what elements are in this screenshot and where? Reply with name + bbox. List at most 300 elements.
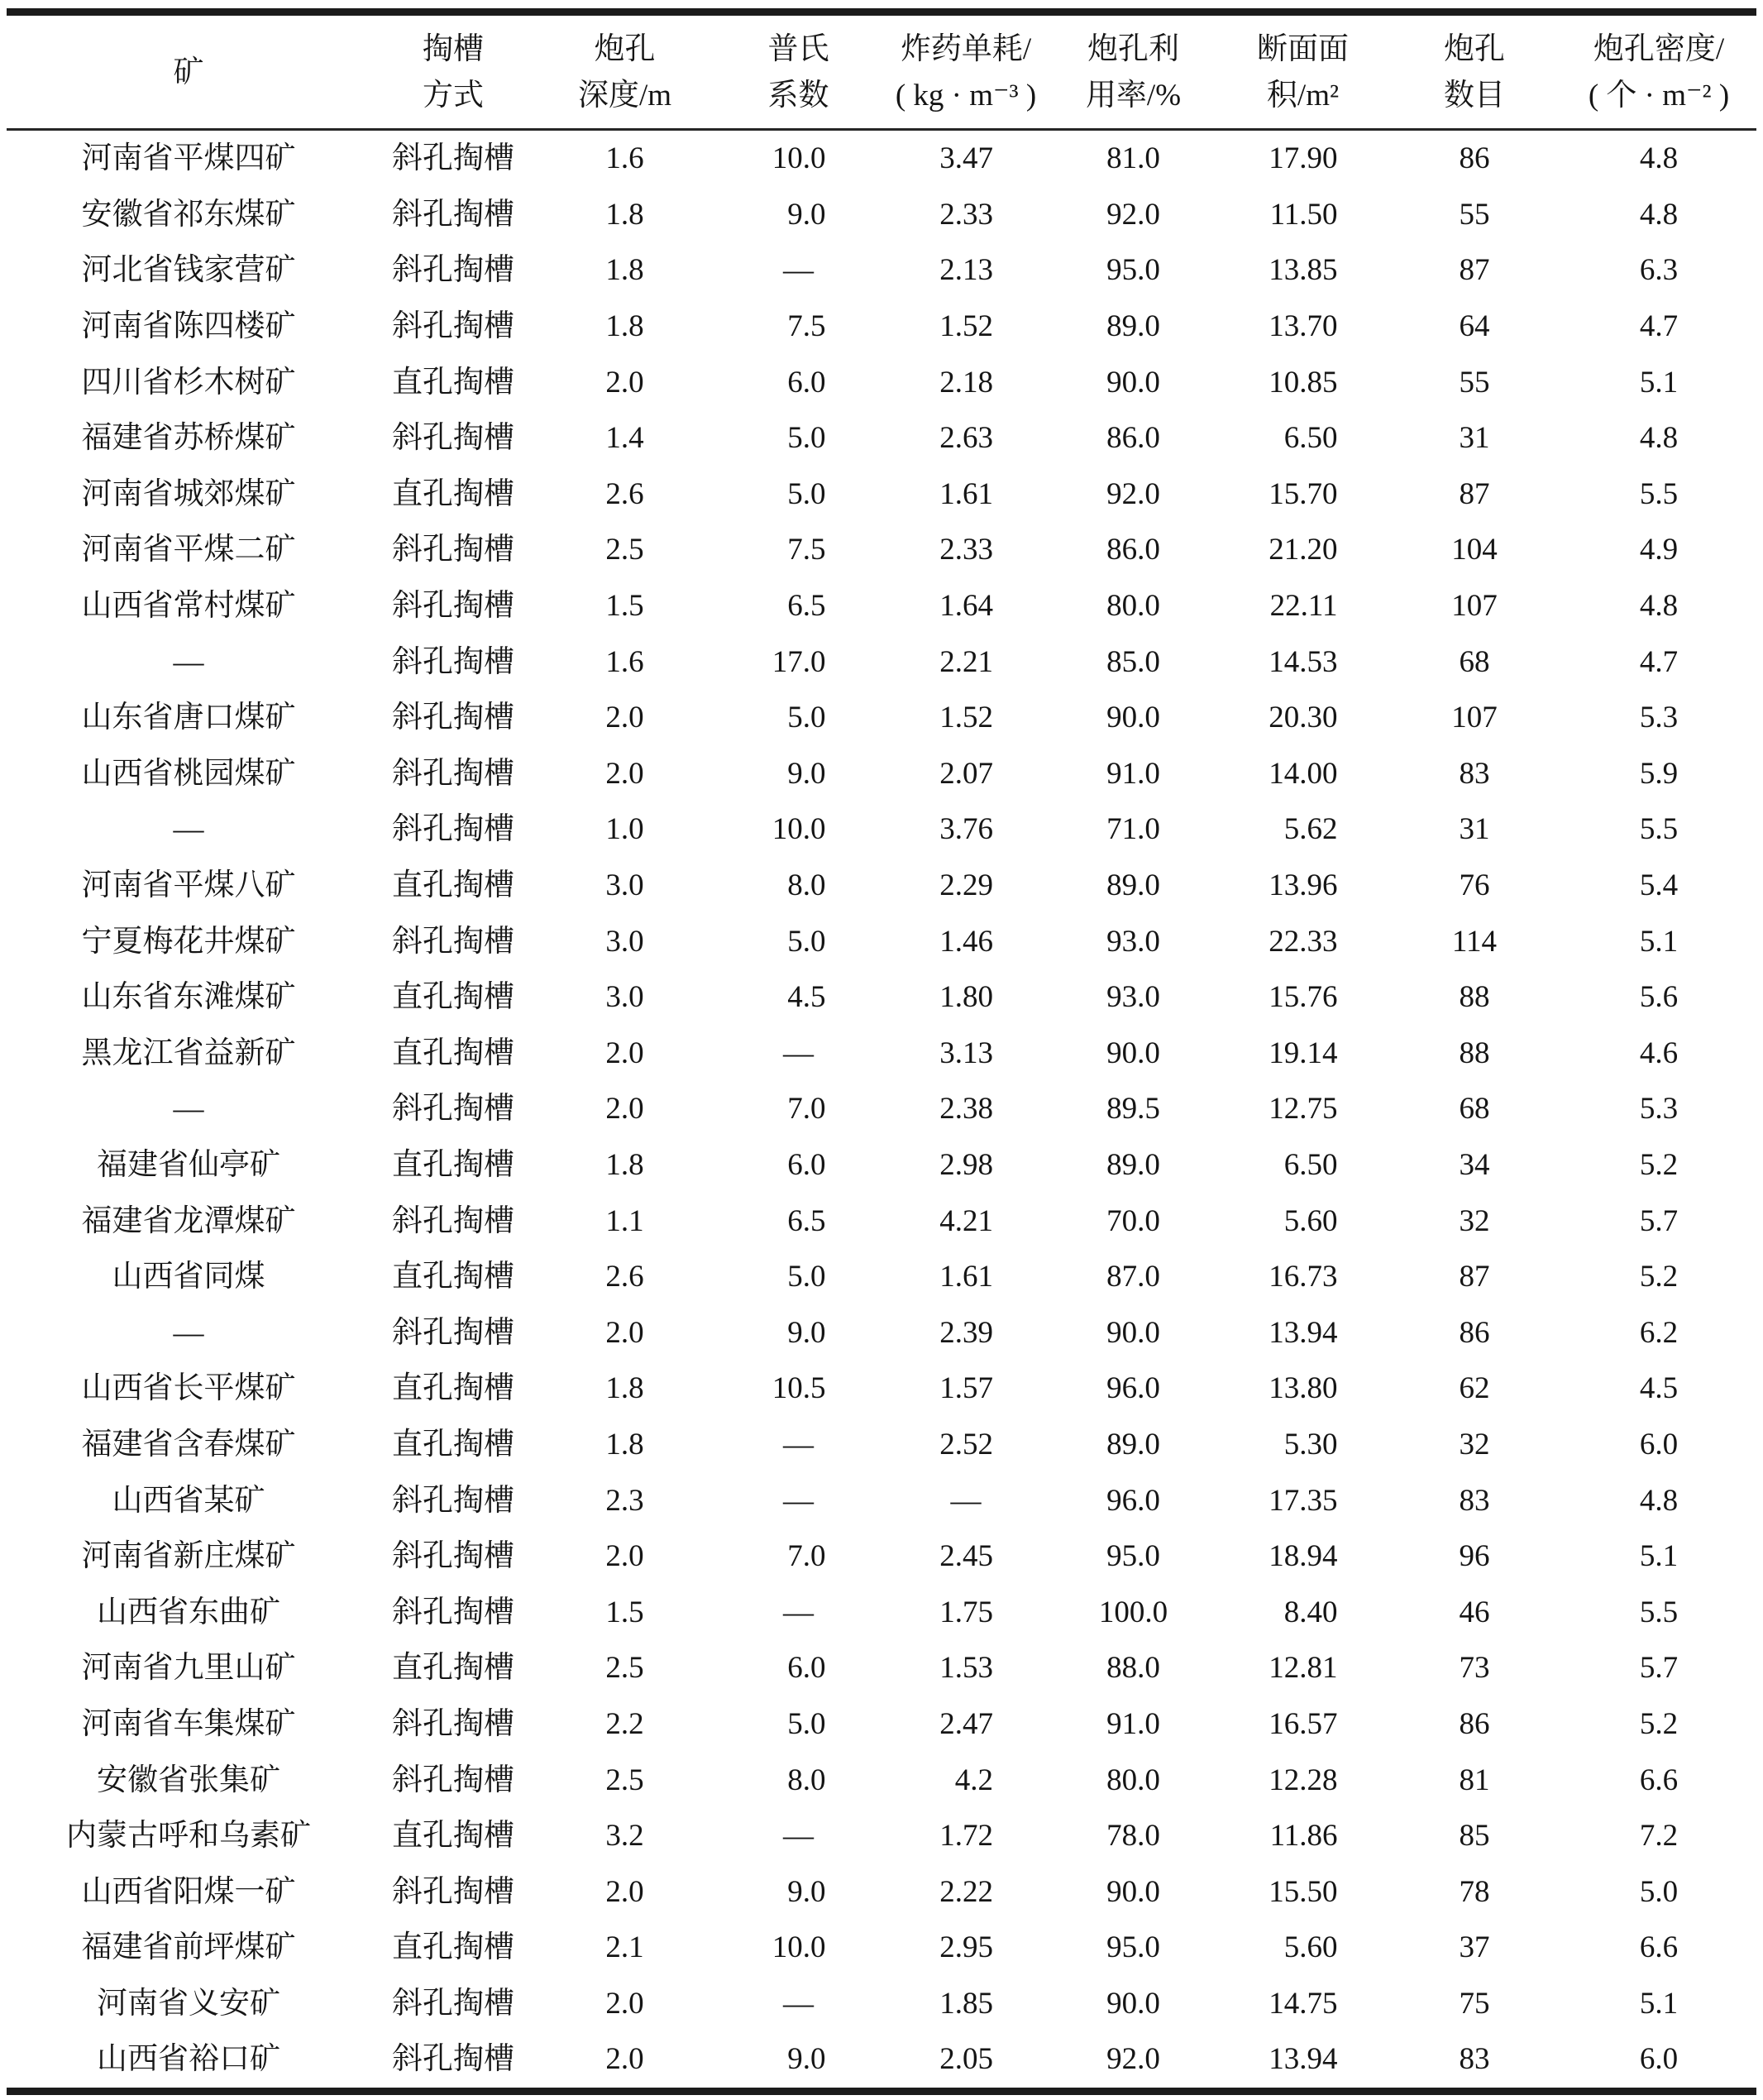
cell-value: 17.90 <box>1268 141 1338 176</box>
cell-explosive-consumption <box>883 522 1049 578</box>
cell-protodyakonov-f <box>714 1472 883 1528</box>
table-row <box>7 2031 1756 2088</box>
cell-hole-density: 4.6 <box>1639 1036 1679 1070</box>
cell-cut-method: 斜孔掏槽 <box>392 253 514 288</box>
cell-mine: — <box>173 1315 204 1350</box>
cell-mine: — <box>173 812 204 847</box>
cell-section-area <box>1218 1752 1388 1808</box>
cell-value: 15.76 <box>1268 980 1338 1015</box>
cell-value: 2.07 <box>939 756 993 791</box>
cell-protodyakonov-f <box>714 299 883 355</box>
cell-value: 5.0 <box>787 476 826 511</box>
cell-section-area <box>1218 522 1388 578</box>
cell-cut-method: 斜孔掏槽 <box>392 644 514 679</box>
cell-value: 1.53 <box>939 1651 993 1686</box>
cell-mine: 宁夏梅花井煤矿 <box>81 924 296 959</box>
cell-hole-depth: 3.0 <box>605 980 644 1015</box>
cell-value: 7.5 <box>787 309 826 344</box>
cell-section-area <box>1218 2031 1388 2088</box>
cell-mine: 河北省钱家营矿 <box>81 253 296 288</box>
cell-hole-utilization: 96.0 <box>1106 1371 1160 1406</box>
cell-hole-density: 5.1 <box>1639 1986 1679 2021</box>
cell-mine: 河南省陈四楼矿 <box>81 309 296 344</box>
table-row <box>7 1193 1756 1249</box>
cell-hole-density: 5.1 <box>1639 365 1679 399</box>
cell-protodyakonov-f <box>714 634 883 690</box>
cell-value: 10.0 <box>772 812 826 847</box>
cell-hole-utilization: 90.0 <box>1106 1986 1160 2021</box>
cell-hole-density: 6.0 <box>1639 2042 1679 2077</box>
cell-hole-depth: 1.0 <box>605 812 644 847</box>
cell-hole-count: 46 <box>1459 1595 1490 1629</box>
cell-explosive-consumption <box>883 578 1049 634</box>
cell-hole-density: 4.8 <box>1639 141 1679 176</box>
cell-section-area <box>1218 1026 1388 1082</box>
header-line: 积/m² <box>1266 78 1340 112</box>
header-line: 深度/m <box>577 78 672 112</box>
cell-section-area <box>1218 1584 1388 1640</box>
cell-protodyakonov-f <box>714 1640 883 1696</box>
header-line: ( 个 · m⁻² ) <box>1588 78 1730 112</box>
cell-cut-method: 斜孔掏槽 <box>392 1315 514 1350</box>
cell-section-area <box>1218 858 1388 914</box>
table-row <box>7 522 1756 578</box>
cell-hole-utilization: 89.0 <box>1106 1427 1160 1461</box>
header-line: 炮孔密度/ <box>1593 31 1725 66</box>
cell-hole-depth: 2.0 <box>605 1986 644 2021</box>
table-row <box>7 801 1756 858</box>
cell-cut-method: 直孔掏槽 <box>392 1651 514 1686</box>
cell-hole-utilization: 80.0 <box>1106 589 1160 624</box>
cell-section-area <box>1218 187 1388 243</box>
cell-value: 18.94 <box>1268 1539 1338 1574</box>
cell-hole-utilization: 80.0 <box>1106 1763 1160 1797</box>
cell-section-area <box>1218 1081 1388 1137</box>
cell-hole-depth: 1.6 <box>605 644 644 679</box>
cell-mine: 黑龙江省益新矿 <box>81 1036 296 1070</box>
cell-cut-method: 斜孔掏槽 <box>392 309 514 344</box>
cell-cut-method: 直孔掏槽 <box>392 1147 514 1182</box>
cell-value: 4.5 <box>787 980 826 1015</box>
cell-section-area <box>1218 1696 1388 1753</box>
cell-value: — <box>783 1986 814 2021</box>
cell-value: 1.61 <box>939 1260 993 1294</box>
cell-hole-count: 87 <box>1459 1260 1490 1294</box>
cell-cut-method: 直孔掏槽 <box>392 476 514 511</box>
cell-protodyakonov-f <box>714 1976 883 2032</box>
cell-value: 5.0 <box>787 1706 826 1741</box>
cell-value: 5.0 <box>787 1260 826 1294</box>
header-line: 炮孔 <box>594 31 656 66</box>
cell-hole-depth: 2.0 <box>605 1315 644 1350</box>
cell-mine: 山东省唐口煤矿 <box>81 701 296 735</box>
cell-value: 22.33 <box>1268 924 1338 959</box>
cell-value: 6.5 <box>787 1203 826 1238</box>
cell-section-area <box>1218 801 1388 858</box>
cell-value: 2.95 <box>939 1930 993 1965</box>
cell-hole-density: 6.2 <box>1639 1315 1679 1350</box>
cell-hole-density: 5.0 <box>1639 1874 1679 1909</box>
table-row <box>7 1304 1756 1361</box>
cell-hole-count: 87 <box>1459 253 1490 288</box>
cell-explosive-consumption <box>883 801 1049 858</box>
cell-value: 8.40 <box>1283 1595 1338 1629</box>
table-row <box>7 1081 1756 1137</box>
cell-mine: 山西省东曲矿 <box>97 1595 280 1629</box>
cell-hole-depth: 2.0 <box>605 701 644 735</box>
cell-explosive-consumption <box>883 1193 1049 1249</box>
cell-value: 13.94 <box>1268 1315 1338 1350</box>
cell-value: 11.50 <box>1269 197 1338 232</box>
cell-value: — <box>783 253 814 288</box>
cell-hole-utilization: 92.0 <box>1106 2042 1160 2077</box>
cell-mine: 安徽省祁东煤矿 <box>81 197 296 232</box>
cell-section-area <box>1218 410 1388 466</box>
cell-value: 7.0 <box>787 1092 826 1127</box>
cell-value: 17.0 <box>772 644 826 679</box>
cell-hole-density: 4.9 <box>1639 533 1679 567</box>
cell-protodyakonov-f <box>714 354 883 410</box>
table-row <box>7 858 1756 914</box>
cell-section-area <box>1218 1249 1388 1305</box>
cell-explosive-consumption <box>883 1361 1049 1417</box>
cell-hole-count: 73 <box>1459 1651 1490 1686</box>
cell-hole-count: 75 <box>1459 1986 1490 2021</box>
cell-cut-method: 直孔掏槽 <box>392 868 514 903</box>
cell-value: 15.70 <box>1268 476 1338 511</box>
cell-hole-count: 83 <box>1459 756 1490 791</box>
cell-section-area <box>1218 1137 1388 1194</box>
cell-hole-count: 32 <box>1459 1427 1490 1461</box>
cell-hole-count: 68 <box>1459 1092 1490 1127</box>
cell-section-area <box>1218 466 1388 523</box>
cell-explosive-consumption <box>883 2031 1049 2088</box>
cell-hole-utilization: 88.0 <box>1106 1651 1160 1686</box>
cell-value: 2.39 <box>939 1315 993 1350</box>
cell-value: 19.14 <box>1268 1036 1338 1070</box>
cell-hole-count: 85 <box>1459 1819 1490 1854</box>
table-row <box>7 1640 1756 1696</box>
column-header-mine <box>7 26 370 118</box>
cell-value: — <box>950 1483 982 1518</box>
cell-hole-count: 86 <box>1459 1315 1490 1350</box>
cell-value: 9.0 <box>787 197 826 232</box>
cell-value: 9.0 <box>787 756 826 791</box>
table-row <box>7 1808 1756 1864</box>
cell-hole-utilization: 85.0 <box>1106 644 1160 679</box>
cell-hole-utilization: 89.0 <box>1106 1147 1160 1182</box>
cell-hole-utilization: 92.0 <box>1106 476 1160 511</box>
cell-value: 5.60 <box>1283 1203 1338 1238</box>
cell-cut-method: 直孔掏槽 <box>392 1371 514 1406</box>
cell-value: 2.47 <box>939 1706 993 1741</box>
cell-hole-depth: 1.8 <box>605 1371 644 1406</box>
cell-hole-depth: 1.8 <box>605 253 644 288</box>
cell-hole-density: 5.7 <box>1639 1203 1679 1238</box>
table-body <box>7 131 1756 2088</box>
cell-cut-method: 直孔掏槽 <box>392 1819 514 1854</box>
cell-section-area <box>1218 1640 1388 1696</box>
cell-mine: 福建省仙亭矿 <box>97 1147 280 1182</box>
cell-protodyakonov-f <box>714 1417 883 1473</box>
cell-explosive-consumption <box>883 242 1049 299</box>
cell-value: — <box>783 1036 814 1070</box>
blasting-parameters-table <box>7 0 1756 2095</box>
table-row <box>7 354 1756 410</box>
cell-hole-density: 5.2 <box>1639 1260 1679 1294</box>
cell-hole-depth: 2.0 <box>605 365 644 399</box>
cell-hole-count: 55 <box>1459 197 1490 232</box>
cell-hole-utilization: 89.0 <box>1106 309 1160 344</box>
cell-value: 22.11 <box>1269 589 1338 624</box>
cell-hole-utilization: 90.0 <box>1106 1874 1160 1909</box>
cell-protodyakonov-f <box>714 242 883 299</box>
header-line: 系数 <box>767 78 829 112</box>
cell-section-area <box>1218 131 1388 187</box>
cell-mine: 河南省九里山矿 <box>81 1651 296 1686</box>
cell-protodyakonov-f <box>714 1920 883 1976</box>
cell-value: 6.0 <box>787 1651 826 1686</box>
cell-hole-density: 4.5 <box>1639 1371 1679 1406</box>
cell-protodyakonov-f <box>714 1026 883 1082</box>
cell-hole-depth: 1.8 <box>605 1427 644 1461</box>
cell-section-area <box>1218 578 1388 634</box>
cell-cut-method: 斜孔掏槽 <box>392 141 514 176</box>
cell-cut-method: 直孔掏槽 <box>392 1427 514 1461</box>
cell-hole-count: 31 <box>1459 812 1490 847</box>
cell-mine: 山西省阳煤一矿 <box>81 1874 296 1909</box>
table-row <box>7 913 1756 969</box>
cell-section-area <box>1218 1361 1388 1417</box>
cell-hole-count: 64 <box>1459 309 1490 344</box>
cell-hole-count: 76 <box>1459 868 1490 903</box>
header-line: 方式 <box>423 78 484 112</box>
cell-cut-method: 斜孔掏槽 <box>392 1092 514 1127</box>
cell-protodyakonov-f <box>714 131 883 187</box>
cell-hole-density: 4.7 <box>1639 644 1679 679</box>
cell-mine: 福建省前坪煤矿 <box>81 1930 296 1965</box>
cell-protodyakonov-f <box>714 578 883 634</box>
cell-value: 14.53 <box>1268 644 1338 679</box>
cell-value: 7.0 <box>787 1539 826 1574</box>
cell-value: 2.38 <box>939 1092 993 1127</box>
cell-value: 5.30 <box>1283 1427 1338 1461</box>
cell-hole-utilization: 93.0 <box>1106 924 1160 959</box>
cell-value: 16.57 <box>1268 1706 1338 1741</box>
cell-protodyakonov-f <box>714 801 883 858</box>
cell-hole-depth: 2.6 <box>605 476 644 511</box>
cell-value: 11.86 <box>1269 1819 1338 1854</box>
cell-cut-method: 斜孔掏槽 <box>392 421 514 456</box>
cell-hole-density: 6.3 <box>1639 253 1679 288</box>
cell-hole-count: 114 <box>1451 924 1498 959</box>
cell-value: 6.5 <box>787 589 826 624</box>
cell-cut-method: 直孔掏槽 <box>392 1260 514 1294</box>
cell-protodyakonov-f <box>714 969 883 1026</box>
cell-explosive-consumption <box>883 1417 1049 1473</box>
table-row <box>7 1249 1756 1305</box>
table-row <box>7 1696 1756 1753</box>
cell-mine: 山西省常村煤矿 <box>81 589 296 624</box>
cell-hole-count: 88 <box>1459 1036 1490 1070</box>
cell-hole-depth: 2.2 <box>605 1706 644 1741</box>
cell-hole-count: 37 <box>1459 1930 1490 1965</box>
cell-hole-count: 81 <box>1459 1763 1490 1797</box>
cell-value: 2.05 <box>939 2042 993 2077</box>
cell-hole-density: 5.6 <box>1639 980 1679 1015</box>
cell-hole-depth: 2.0 <box>605 1036 644 1070</box>
cell-value: 2.52 <box>939 1427 993 1461</box>
cell-explosive-consumption <box>883 354 1049 410</box>
cell-value: 1.85 <box>939 1986 993 2021</box>
cell-value: 2.98 <box>939 1147 993 1182</box>
column-header-explosive-consumption <box>883 26 1049 118</box>
header-line: 掏槽 <box>423 31 484 66</box>
table-header-row <box>7 16 1756 128</box>
cell-hole-count: 32 <box>1459 1203 1490 1238</box>
cell-mine: 福建省苏桥煤矿 <box>81 421 296 456</box>
cell-section-area <box>1218 1976 1388 2032</box>
cell-hole-depth: 1.4 <box>605 421 644 456</box>
cell-protodyakonov-f <box>714 1863 883 1920</box>
cell-hole-depth: 1.8 <box>605 1147 644 1182</box>
cell-section-area <box>1218 1304 1388 1361</box>
table-row <box>7 969 1756 1026</box>
cell-cut-method: 斜孔掏槽 <box>392 1203 514 1238</box>
cell-hole-depth: 2.5 <box>605 533 644 567</box>
cell-hole-density: 5.1 <box>1639 1539 1679 1574</box>
header-line: 用率/% <box>1085 78 1182 112</box>
cell-hole-utilization: 91.0 <box>1106 1706 1160 1741</box>
cell-explosive-consumption <box>883 1752 1049 1808</box>
cell-value: 1.61 <box>939 476 993 511</box>
cell-value: 8.0 <box>787 868 826 903</box>
cell-hole-density: 4.8 <box>1639 197 1679 232</box>
cell-value: 3.47 <box>939 141 993 176</box>
cell-value: 5.0 <box>787 924 826 959</box>
cell-section-area <box>1218 354 1388 410</box>
cell-explosive-consumption <box>883 1081 1049 1137</box>
cell-hole-density: 4.8 <box>1639 421 1679 456</box>
cell-hole-density: 5.7 <box>1639 1651 1679 1686</box>
cell-value: 5.60 <box>1283 1930 1338 1965</box>
cell-hole-density: 5.5 <box>1639 1595 1679 1629</box>
cell-hole-count: 83 <box>1459 1483 1490 1518</box>
cell-protodyakonov-f <box>714 1696 883 1753</box>
cell-hole-utilization: 95.0 <box>1106 253 1160 288</box>
cell-hole-depth: 2.1 <box>605 1930 644 1965</box>
cell-hole-count: 83 <box>1459 2042 1490 2077</box>
cell-section-area <box>1218 634 1388 690</box>
cell-explosive-consumption <box>883 187 1049 243</box>
cell-explosive-consumption <box>883 1304 1049 1361</box>
cell-hole-utilization: 92.0 <box>1106 197 1160 232</box>
cell-explosive-consumption <box>883 913 1049 969</box>
cell-protodyakonov-f <box>714 1361 883 1417</box>
cell-hole-depth: 2.5 <box>605 1763 644 1797</box>
cell-hole-count: 55 <box>1459 365 1490 399</box>
cell-hole-utilization: 78.0 <box>1106 1819 1160 1854</box>
cell-value: 5.0 <box>787 421 826 456</box>
cell-explosive-consumption <box>883 969 1049 1026</box>
cell-protodyakonov-f <box>714 1752 883 1808</box>
cell-mine: 福建省龙潭煤矿 <box>81 1203 296 1238</box>
cell-hole-utilization: 91.0 <box>1106 756 1160 791</box>
cell-protodyakonov-f <box>714 1081 883 1137</box>
column-header-hole-density <box>1561 26 1756 118</box>
cell-cut-method: 斜孔掏槽 <box>392 1986 514 2021</box>
cell-section-area <box>1218 913 1388 969</box>
header-line: 炮孔利 <box>1087 31 1179 66</box>
cell-value: 2.45 <box>939 1539 993 1574</box>
cell-hole-utilization: 96.0 <box>1106 1483 1160 1518</box>
cell-protodyakonov-f <box>714 522 883 578</box>
column-header-protodyakonov-f <box>714 26 883 118</box>
cell-mine: 河南省城郊煤矿 <box>81 476 296 511</box>
cell-mine: — <box>173 644 204 679</box>
cell-explosive-consumption <box>883 1808 1049 1864</box>
cell-mine: 山东省东滩煤矿 <box>81 980 296 1015</box>
cell-value: 13.70 <box>1268 309 1338 344</box>
cell-hole-depth: 2.0 <box>605 1092 644 1127</box>
table-row <box>7 1026 1756 1082</box>
cell-explosive-consumption <box>883 634 1049 690</box>
cell-cut-method: 斜孔掏槽 <box>392 533 514 567</box>
cell-hole-utilization: 89.0 <box>1106 868 1160 903</box>
cell-hole-count: 86 <box>1459 141 1490 176</box>
table-row <box>7 1137 1756 1194</box>
column-header-hole-utilization <box>1049 26 1218 118</box>
table-row <box>7 131 1756 187</box>
cell-explosive-consumption <box>883 1026 1049 1082</box>
cell-value: 13.94 <box>1268 2042 1338 2077</box>
table-row <box>7 1472 1756 1528</box>
cell-hole-count: 34 <box>1459 1147 1490 1182</box>
cell-hole-count: 104 <box>1451 533 1498 567</box>
cell-value: 10.0 <box>772 1930 826 1965</box>
header-line: 数目 <box>1444 78 1505 112</box>
cell-mine: 安徽省张集矿 <box>97 1763 280 1797</box>
cell-hole-count: 86 <box>1459 1706 1490 1741</box>
cell-hole-utilization: 90.0 <box>1106 1036 1160 1070</box>
cell-mine: 山西省长平煤矿 <box>81 1371 296 1406</box>
cell-value: 2.22 <box>939 1874 993 1909</box>
table-row <box>7 1361 1756 1417</box>
cell-explosive-consumption <box>883 299 1049 355</box>
cell-hole-depth: 3.0 <box>605 868 644 903</box>
cell-hole-depth: 1.6 <box>605 141 644 176</box>
cell-section-area <box>1218 1417 1388 1473</box>
cell-protodyakonov-f <box>714 690 883 746</box>
cell-section-area <box>1218 299 1388 355</box>
table-row <box>7 242 1756 299</box>
cell-explosive-consumption <box>883 131 1049 187</box>
table-row <box>7 1417 1756 1473</box>
column-header-hole-count <box>1388 26 1561 118</box>
cell-hole-depth: 1.1 <box>605 1203 644 1238</box>
cell-value: 5.0 <box>787 701 826 735</box>
cell-protodyakonov-f <box>714 1584 883 1640</box>
cell-value: — <box>783 1427 814 1461</box>
cell-protodyakonov-f <box>714 1304 883 1361</box>
cell-cut-method: 斜孔掏槽 <box>392 1595 514 1629</box>
cell-hole-depth: 2.0 <box>605 1539 644 1574</box>
cell-value: — <box>783 1819 814 1854</box>
cell-cut-method: 直孔掏槽 <box>392 365 514 399</box>
cell-mine: 河南省新庄煤矿 <box>81 1539 296 1574</box>
table-row <box>7 187 1756 243</box>
cell-hole-utilization: 90.0 <box>1106 365 1160 399</box>
